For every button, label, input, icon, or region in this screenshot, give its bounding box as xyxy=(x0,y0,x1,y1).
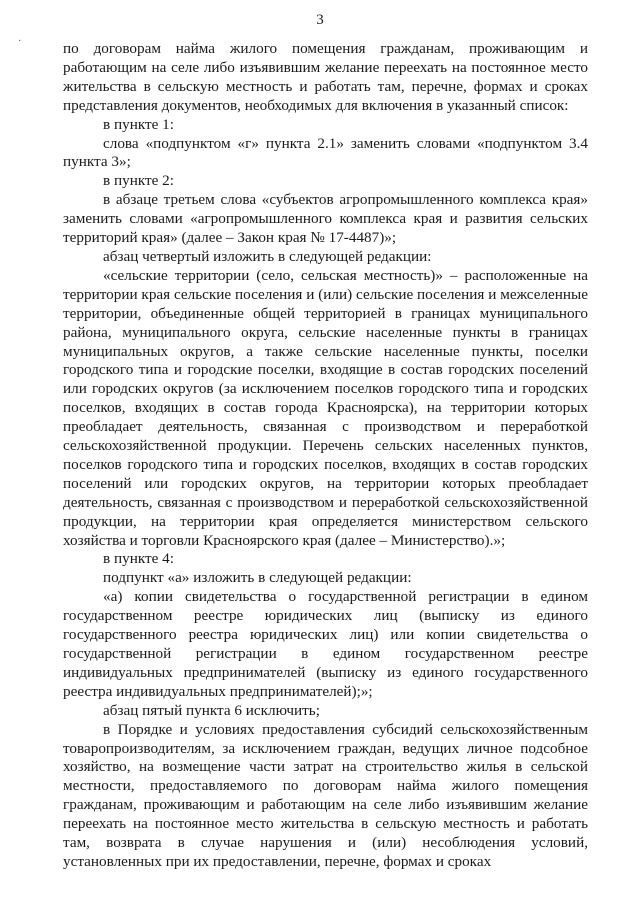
paragraph: в Порядке и условиях предоставления субсидий сельскохозяйственным товаропроизводителям, за исключением граждан, ведущих личное подсобное хозяйство, на возмещение части затрат на строительство жилья в сельской местности, предоставляемого по договорам найма жилого помещения гражданам, проживающим и работающим на селе либо изъявившим желание переехать на постоянное место жительства в сельскую местность и работать там, возврата в случае нарушения и (или) несоблюдения условий, установленных при их предоставлении, перечне, формах и сроках xyxy=(63,720,588,870)
document-body xyxy=(63,40,588,872)
paragraph: в пункте 1: xyxy=(103,115,174,133)
paragraph: слова «подпунктом «г» пункта 2.1» заменить словами «подпунктом 3.4 пункта 3»; xyxy=(63,134,588,171)
page-number: 3 xyxy=(316,12,324,28)
paragraph: в пункте 4: xyxy=(103,550,174,568)
paragraph: «сельские территории (село, сельская местность)» – расположенные на территории края сельские поселения и (или) сельские поселения и межселенные территории, объединенные общей территорией в границах муниципального района, муниципального округа, сельские населенные пункты в границах муниципальных округов, а также сельские населенные пункты, поселки городского типа и городские поселки, входящие в состав городских поселений или городских округов (за исключением поселков городского типа и городских поселков, входящих в состав города Красноярска), на территории которых преобладает деятельность, связанная с производством и переработкой сельскохозяйственной продукции. Перечень сельских населенных пунктов, поселков городского типа и городских поселков, входящих в состав городских поселений или городских округов, на территории которых преобладает деятельность, связанная с производством и переработкой сельскохозяйственной продукции, на территории края определяется министерством сельского хозяйства и торговли Красноярского края (далее – Министерство).»; xyxy=(63,266,588,549)
paragraph: в абзаце третьем слова «субъектов агропромышленного комплекса края» заменить словами «агропромышленного комплекса края и развития сельских территорий края» (далее – Закон края № 17-4487)»; xyxy=(63,191,588,247)
paragraph: абзац четвертый изложить в следующей редакции: xyxy=(103,247,432,265)
scan-mark: · xyxy=(18,36,22,47)
paragraph: абзац пятый пункта 6 исключить; xyxy=(103,701,320,719)
paragraph: подпункт «а» изложить в следующей редакции: xyxy=(103,569,412,587)
paragraph: «а) копии свидетельства о государственной регистрации в едином государственном реестре юридических лиц (выписку из единого государственного реестра юридических лиц) или копии свидетельства о государственной регистрации в едином государственном реестре индивидуальных предпринимателей (выписку из единого государственного реестра индивидуальных предпринимателей);»; xyxy=(63,588,588,700)
paragraph: в пункте 2: xyxy=(103,172,174,190)
paragraph: по договорам найма жилого помещения гражданам, проживающим и работающим на селе либо изъявившим желание переехать на постоянное место жительства в сельскую местность и работать там, перечне, формах и сроках представления документов, необходимых для включения в указанный список: xyxy=(63,40,588,114)
